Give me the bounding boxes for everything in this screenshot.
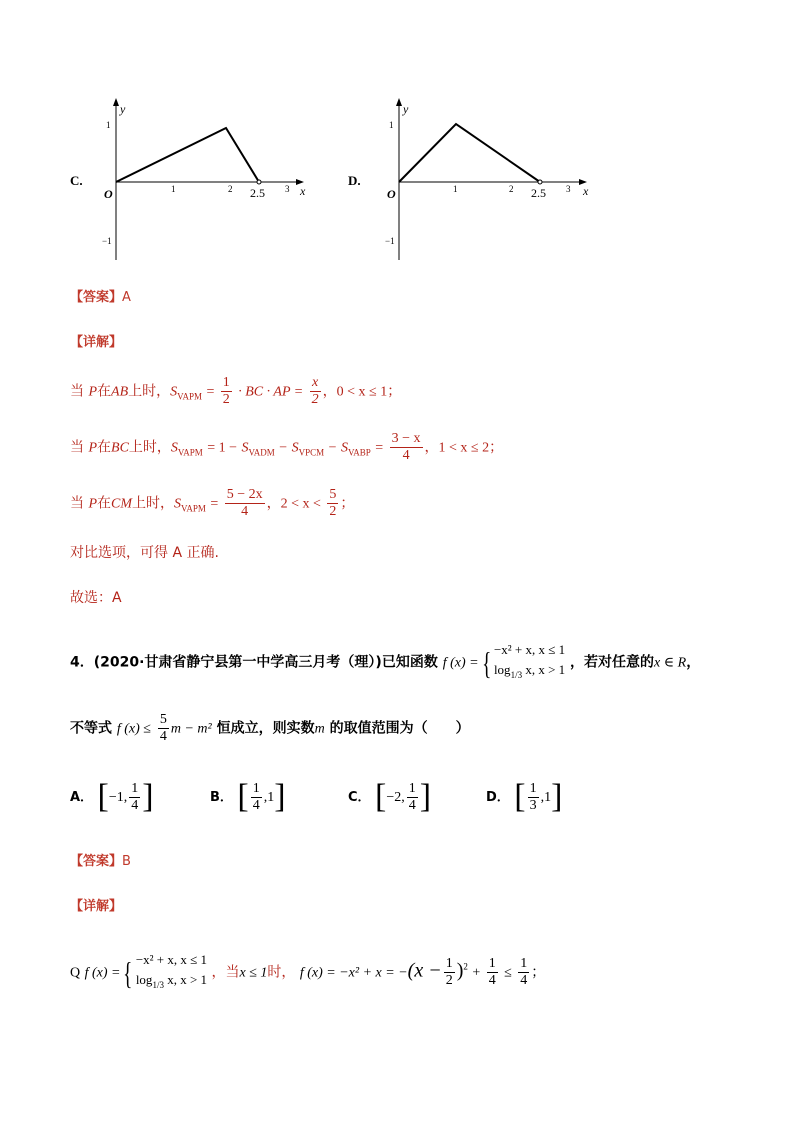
exponent: 2 (463, 961, 468, 972)
fraction (407, 781, 418, 814)
numerator: 1 (131, 780, 139, 796)
segment-cm: CM (111, 496, 133, 512)
log-base: 1/3 (510, 670, 523, 680)
area-symbol: S (241, 440, 249, 456)
text: 不等式 (70, 720, 112, 737)
text: 当 (70, 439, 89, 456)
segment-ab: AB (111, 384, 129, 400)
answer-tag-1 (70, 286, 131, 305)
function-f: f (x) = (442, 655, 479, 671)
log: log (135, 972, 153, 987)
tick-y-neg1: −1 (102, 236, 112, 246)
semicolon: ； (340, 496, 355, 512)
fraction (225, 487, 265, 520)
area-subscript: VAPM (177, 391, 202, 402)
condition: ，0 < x ≤ 1； (322, 384, 402, 400)
inequality-lhs: f (x) ≤ (116, 721, 151, 737)
equals: = (375, 440, 384, 456)
equals: = (206, 384, 215, 400)
case-1: −x² + x, x ≤ 1 (493, 642, 566, 657)
equals: = (210, 496, 219, 512)
graph-c-polyline (116, 128, 259, 182)
question-lead: 4．(2020·甘肃省静宁县第一中学高三月考（理）)已知函数 (70, 654, 438, 671)
equals: = 1 − (207, 440, 238, 456)
answer-value: A (122, 290, 131, 305)
option-left: −2, (386, 790, 405, 805)
tick-x-2-5: 2.5 (250, 186, 265, 200)
tick-x-1: 1 (171, 184, 176, 194)
right-bracket: ] (142, 778, 154, 815)
option-right: ,1 (540, 790, 552, 805)
graph-c-label: C. (70, 173, 83, 188)
inequality-rhs: m − m² (170, 721, 212, 737)
fraction (310, 375, 321, 408)
numerator: 1 (408, 780, 416, 796)
right-bracket: ] (551, 778, 563, 815)
var-p: P (88, 496, 98, 512)
fraction (158, 712, 169, 745)
paren-open: (x − (407, 959, 442, 982)
origin-label: O (104, 187, 113, 201)
piecewise-cases (136, 950, 207, 995)
option-d[interactable] (486, 780, 562, 814)
denominator: 4 (520, 973, 528, 988)
denominator: 2 (311, 392, 319, 407)
var-p: P (88, 440, 98, 456)
numerator: x (310, 375, 321, 392)
y-arrow (396, 98, 402, 106)
expression: · BC · AP = (238, 384, 304, 400)
option-label: C． (348, 790, 371, 805)
area-symbol: S (291, 440, 299, 456)
solution-line-5: 故选：A (70, 590, 122, 606)
function-f: f (x) = (84, 965, 121, 981)
fraction (528, 781, 539, 814)
text: 上时， (128, 383, 171, 400)
area-subscript: VAPM (177, 447, 203, 458)
graph-d-polyline (399, 124, 540, 182)
denominator: 4 (488, 973, 496, 988)
fraction (390, 431, 423, 464)
condition: x ≤ 1 (239, 965, 268, 981)
text: 时， (267, 964, 296, 981)
fraction (327, 487, 338, 520)
expression: f (x) = −x² + x = − (299, 965, 408, 981)
option-label: D． (486, 790, 510, 805)
text: 上时， (132, 495, 175, 512)
tick-y-neg1: −1 (385, 236, 395, 246)
text: 在 (97, 383, 112, 400)
condition: ，2 < x < (266, 496, 321, 512)
text: ，当 (211, 964, 240, 981)
denominator: 4 (252, 797, 260, 813)
area-subscript: VABP (347, 447, 371, 458)
option-label: B． (210, 790, 233, 805)
text: 当 (70, 383, 89, 400)
numerator: 1 (222, 375, 230, 390)
answer-label: 【答案】 (70, 290, 123, 305)
area-subscript: VAPM (181, 503, 206, 514)
piecewise-cases (494, 640, 565, 685)
solution-line-3 (70, 487, 354, 520)
denominator: 2 (329, 504, 337, 519)
paren-close: ) (456, 959, 464, 982)
segment-bc: BC (111, 440, 129, 456)
less-equal: ≤ (504, 965, 512, 981)
brace: { (481, 644, 491, 681)
area-symbol: S (170, 440, 178, 456)
denominator: 4 (159, 729, 167, 744)
denominator: 4 (408, 797, 416, 813)
minus: − (328, 440, 337, 456)
detail-tag-1: 【详解】 (70, 335, 123, 350)
log-base: 1/3 (152, 980, 164, 990)
endpoint-marker (257, 180, 261, 184)
x-in-r: x ∈ R (654, 655, 687, 671)
numerator: 5 (329, 487, 337, 502)
area-subscript: VADM (248, 447, 275, 458)
right-bracket: ] (419, 778, 432, 815)
numerator: 1 (488, 956, 496, 971)
numerator: 3 − x (391, 431, 421, 446)
question-4-line-2 (70, 712, 470, 745)
area-symbol: S (174, 496, 182, 512)
denominator: 4 (402, 448, 410, 463)
option-left: −1, (108, 790, 128, 805)
left-bracket: [ (237, 778, 249, 815)
brace: { (123, 954, 133, 991)
denominator: 2 (222, 392, 230, 407)
tick-x-2: 2 (228, 184, 233, 194)
text: 上时， (128, 439, 171, 456)
fraction (518, 956, 529, 989)
numerator: 1 (252, 780, 260, 796)
x-axis-label: x (300, 184, 306, 198)
option-label: A． (70, 790, 94, 805)
option-b[interactable] (210, 780, 286, 814)
tick-x-1: 1 (453, 184, 458, 194)
tick-y-1: 1 (389, 120, 394, 130)
denominator: 2 (445, 973, 453, 988)
solution-line-1 (70, 375, 401, 408)
graph-c (70, 95, 320, 270)
solution-line-4: 对比选项，可得 A 正确. (70, 545, 219, 561)
numerator: 1 (445, 956, 453, 971)
origin-label: O (387, 187, 396, 201)
text: 在 (97, 495, 112, 512)
x-axis-label: x (583, 184, 589, 198)
left-bracket: [ (375, 778, 387, 815)
tick-x-3: 3 (566, 184, 571, 194)
y-arrow (113, 98, 119, 106)
endpoint-marker (538, 180, 542, 184)
graph-d (345, 95, 595, 270)
because-symbol: Q (70, 965, 81, 981)
numerator: 1 (520, 956, 528, 971)
y-axis-label: y (120, 102, 126, 116)
text: 的取值范围为（ ） (329, 720, 470, 737)
semicolon: ； (531, 965, 546, 981)
plus: + (472, 965, 481, 981)
case-2: x, x > 1 (522, 662, 566, 677)
option-c[interactable] (348, 780, 431, 814)
text: ，若对任意的 (570, 654, 655, 671)
text: ， (686, 654, 701, 671)
answer-value: B (122, 854, 131, 869)
condition: ，1 < x ≤ 2； (424, 440, 504, 456)
text: 在 (97, 439, 112, 456)
right-bracket: ] (274, 778, 286, 815)
answer-label: 【答案】 (70, 854, 123, 869)
tick-y-1: 1 (106, 120, 111, 130)
y-axis-label: y (403, 102, 409, 116)
tick-x-2-5: 2.5 (531, 186, 546, 200)
tick-x-3: 3 (285, 184, 290, 194)
area-symbol: S (340, 440, 348, 456)
fraction (251, 781, 262, 814)
option-a[interactable] (70, 780, 154, 814)
numerator: 5 (159, 712, 167, 727)
fraction (444, 956, 455, 989)
area-symbol: S (170, 384, 178, 400)
fraction (129, 781, 140, 814)
case-2: x, x > 1 (163, 972, 208, 987)
log: log (493, 662, 511, 677)
solution-line-2 (70, 431, 503, 464)
denominator: 4 (131, 797, 139, 813)
case-1: −x² + x, x ≤ 1 (135, 952, 208, 967)
graph-d-label: D. (348, 173, 361, 188)
answer-tag-2 (70, 850, 131, 869)
numerator: 5 − 2x (226, 487, 263, 502)
minus: − (279, 440, 288, 456)
denominator: 3 (529, 797, 537, 813)
denominator: 4 (241, 504, 249, 519)
area-subscript: VPCM (298, 447, 325, 458)
left-bracket: [ (514, 778, 526, 815)
fraction (487, 956, 498, 989)
text: 恒成立，则实数 (216, 720, 315, 737)
option-right: ,1 (263, 790, 275, 805)
var-p: P (88, 384, 98, 400)
tick-x-2: 2 (509, 184, 514, 194)
numerator: 1 (529, 780, 537, 796)
var-m: m (314, 721, 325, 737)
text: 当 (70, 495, 89, 512)
fraction (221, 375, 232, 408)
question-4-line-1 (70, 640, 700, 685)
solution-2-line (70, 950, 545, 995)
detail-tag-2: 【详解】 (70, 899, 123, 914)
left-bracket: [ (97, 778, 109, 815)
